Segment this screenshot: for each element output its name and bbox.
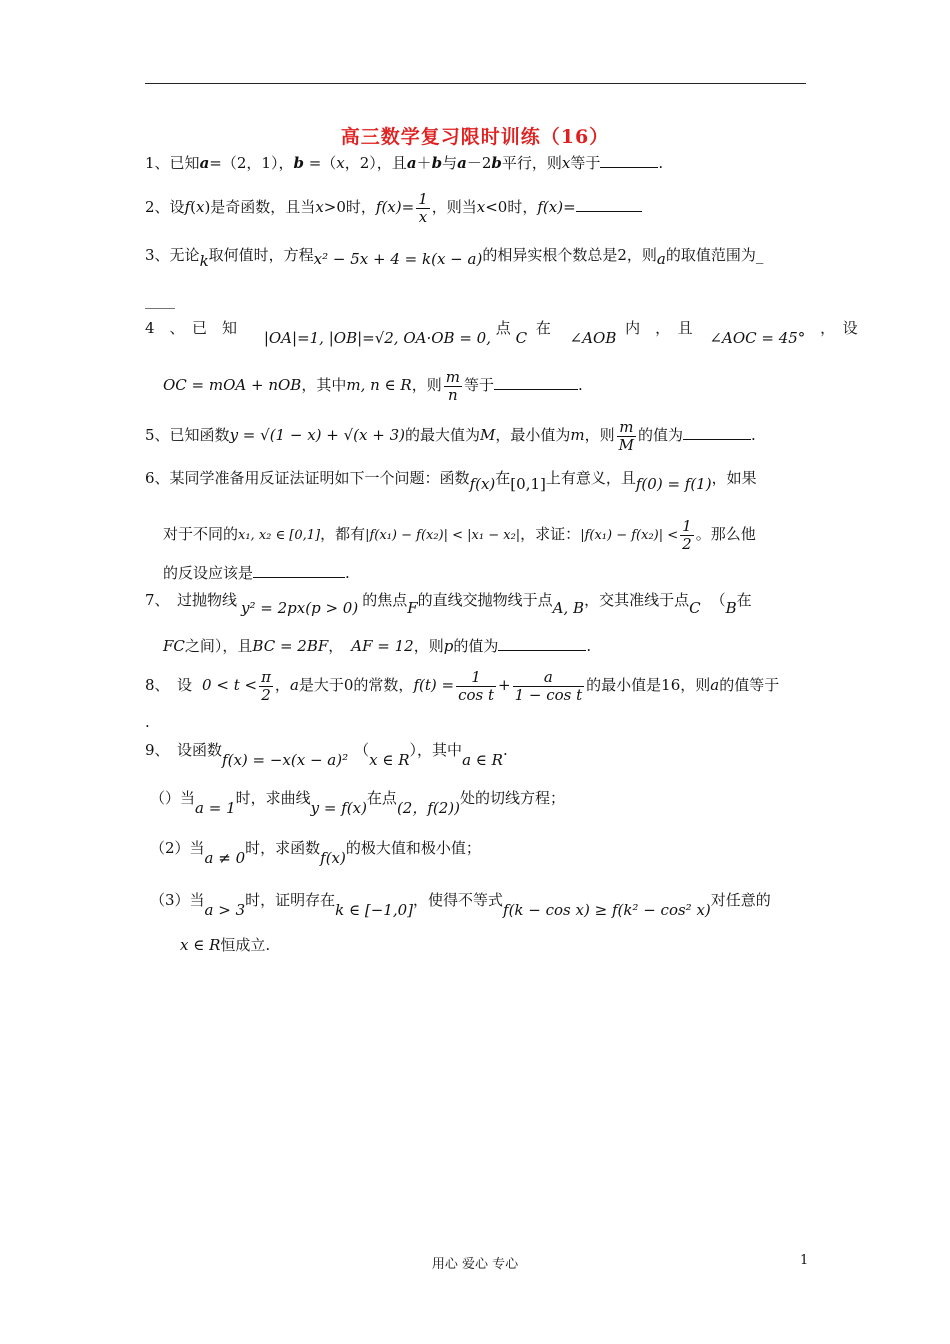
- question-3: 3、无论k取何值时，方程x² − 5x + 4 = k(x − a)的相异实根个数总是2，则a的取值范围为_: [145, 246, 764, 270]
- question-8-continued: .: [145, 713, 150, 731]
- fraction: $\frac{1}{\text{cos t}}$: [458, 667, 494, 704]
- question-9: 9、 设函数f(x) = −x(x − a)²（x ∈ R），其中a ∈ R.: [145, 741, 508, 769]
- question-4: 4 、 已 知 |OA|=1, |OB|=√2, OA·OB = 0, 点 C 在 ∠AOB 内 ， 且 ∠AOC = 45° ， 设: [145, 319, 858, 347]
- question-8: 8、 设 0 < t < $\frac{\pi}{2}$ ，a是大于0的常数，f(t) = $\frac{1}{\text{cos t}}$ + $\frac{a}{\text{1 − cos t}}$ 的最小值是16，则a的值等于: [145, 667, 780, 704]
- fraction: $\frac{\pi}{2}$: [261, 667, 271, 704]
- fraction: $\frac{m}{M}$: [618, 417, 634, 454]
- question-9-part-2: （2）当a ≠ 0时，求函数f(x)的极大值和极小值；: [150, 839, 481, 867]
- question-1: 1、已知a=（2，1），b =（x，2），且a＋b与a－2b平行，则x等于 .: [145, 154, 664, 172]
- question-9-part-3-continued: x ∈ R恒成立.: [180, 936, 271, 954]
- question-4-continued: OC = mOA + nOB，其中m, n ∈ R，则 $\frac{m}{n}$ 等于 .: [163, 367, 583, 404]
- fraction: $\frac{a}{\text{1 − cos t}}$: [514, 667, 583, 704]
- answer-blank: [494, 375, 578, 390]
- question-3-continued: ____: [145, 291, 175, 309]
- fraction: $\frac{1}{2}$: [682, 516, 692, 553]
- answer-blank: [498, 636, 586, 651]
- question-2: 2、设f(x)是奇函数，且当x>0时，f(x)= $\frac{1}{x}$ ，则当x<0时，f(x)=: [145, 190, 642, 226]
- question-6-continued-2: 的反设应该是 .: [163, 564, 350, 582]
- fraction: $\frac{m}{n}$: [445, 367, 460, 404]
- question-9-part-1: （）当a = 1时，求曲线y = f(x)在点(2，f(2))处的切线方程；: [150, 789, 566, 817]
- answer-blank: [576, 197, 642, 212]
- page-footer: 用心 爱心 专心: [431, 1257, 519, 1272]
- question-6: 6、某同学准备用反证法证明如下一个问题：函数f(x)在[0,1]上有意义，且f(0) = f(1)，如果: [145, 469, 757, 493]
- question-5: 5、已知函数y = √(1 − x) + √(x + 3)的最大值为M，最小值为m，则 $\frac{m}{M}$ 的值为 .: [145, 417, 756, 454]
- answer-blank: [253, 563, 345, 578]
- header-rule: [145, 83, 806, 84]
- fraction: $\frac{1}{x}$: [418, 189, 428, 226]
- question-7-continued: FC之间），且BC = 2BF， AF = 12，则p的值为 .: [163, 637, 592, 655]
- question-7: 7、 过抛物线 y² = 2px(p > 0) 的焦点F的直线交抛物线于点A, B，交其准线于点C （B在: [145, 591, 752, 617]
- page-number: 1: [800, 1253, 809, 1268]
- page-title: 高三数学复习限时训练（16）: [340, 126, 610, 148]
- answer-blank: [683, 425, 751, 440]
- question-9-part-3: （3）当a > 3时，证明存在k ∈ [−1,0]，使得不等式f(k − cos x) ≥ f(k² − cos² x)对任意的: [150, 891, 771, 919]
- answer-blank: [600, 153, 658, 168]
- question-6-continued: 对于不同的x₁, x₂ ∈ [0,1]，都有|f(x₁) − f(x₂)| < |x₁ − x₂|，求证：|f(x₁) − f(x₂)| < $\frac{1}{2}$ 。那么他: [163, 516, 756, 553]
